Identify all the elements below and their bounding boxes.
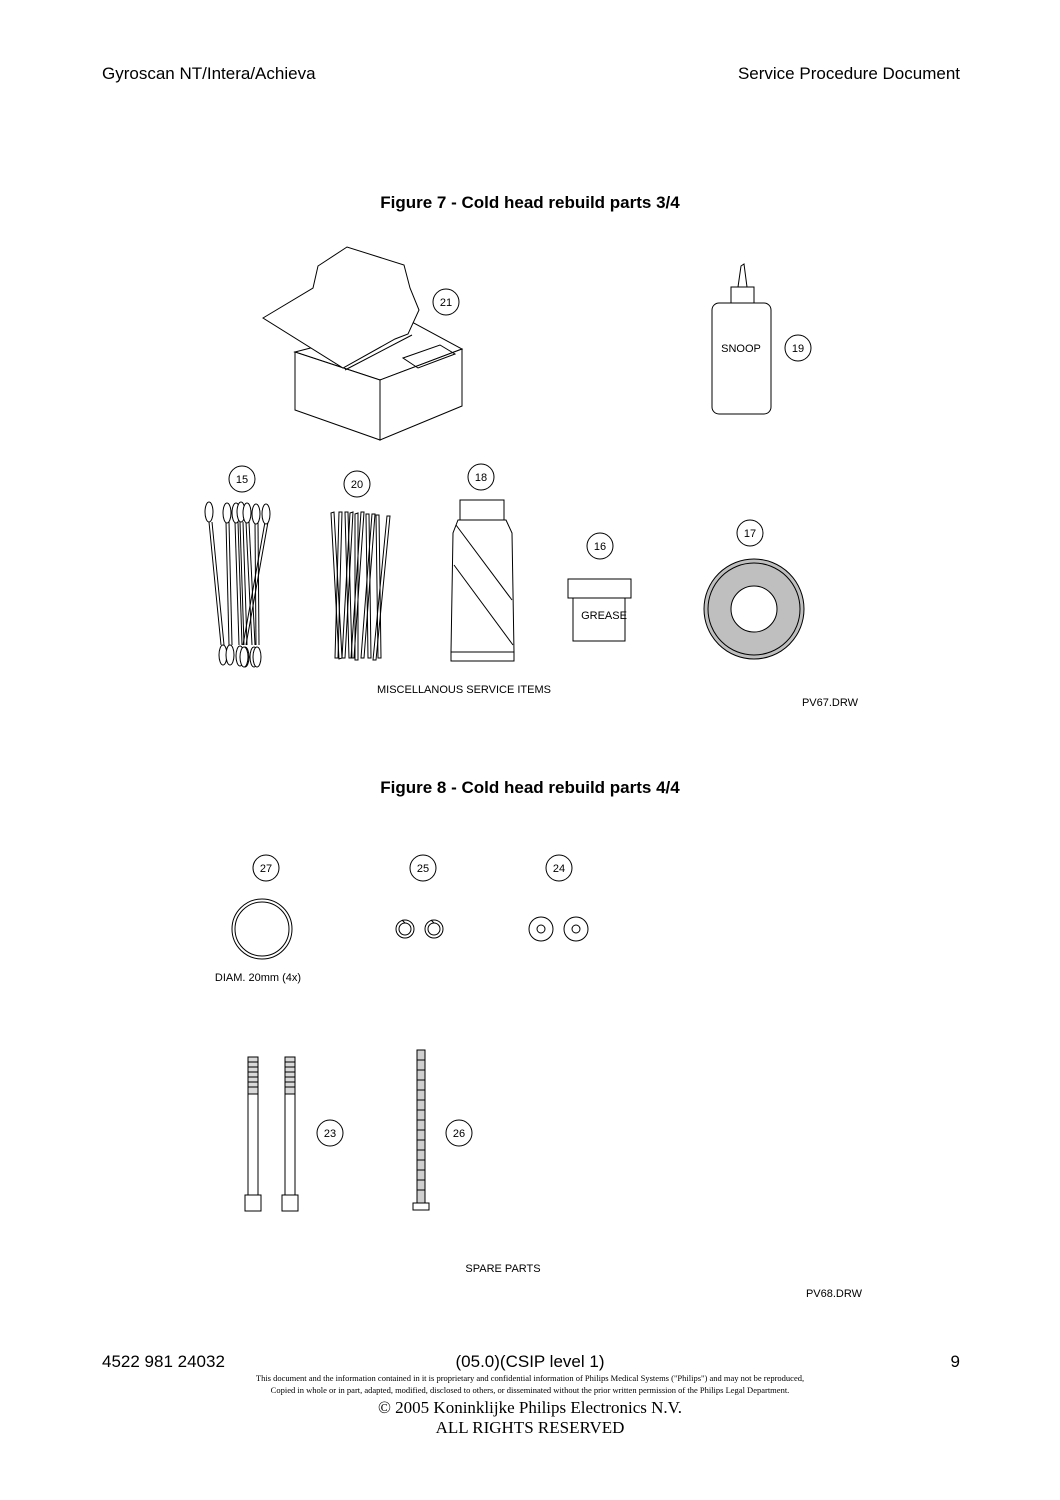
tube-drawing: [451, 500, 514, 661]
cotton-swabs-drawing: [205, 502, 270, 667]
document-version: (05.0)(CSIP level 1): [455, 1352, 605, 1371]
legal-notice-line-2: Copied in whole or in part, adapted, modified, disclosed to others, or disseminated without the prior written permission of the Philips Legal Department.: [270, 1385, 790, 1395]
spring-washers-drawing: [396, 920, 443, 938]
o-ring-drawing: [232, 899, 292, 959]
wipes-box-drawing: [263, 247, 462, 440]
figure-8-caption: SPARE PARTS: [465, 1263, 541, 1275]
callout-25: 25: [416, 863, 430, 875]
snoop-label: SNOOP: [721, 343, 761, 355]
threaded-rod-drawing: [413, 1050, 429, 1210]
page-number: 9: [950, 1352, 960, 1371]
callout-15: 15: [235, 474, 249, 486]
header-product: Gyroscan NT/Intera/Achieva: [102, 64, 316, 83]
legal-notice-line-1: This document and the information contained in it is proprietary and confidential information of Philips Medical Systems ("Philips") and may not be reproduced,: [255, 1373, 805, 1383]
header-doc-type: Service Procedure Document: [737, 64, 960, 83]
callout-23: 23: [323, 1128, 337, 1140]
tape-roll-drawing: [704, 559, 804, 659]
washers-drawing: [529, 917, 588, 941]
snoop-bottle-drawing: [712, 264, 771, 414]
sticks-drawing: [331, 512, 390, 660]
callout-27: 27: [259, 863, 273, 875]
figure-8-title: Figure 8 - Cold head rebuild parts 4/4: [380, 778, 680, 797]
callout-18: 18: [474, 472, 488, 484]
callout-16: 16: [593, 541, 607, 553]
copyright-notice: © 2005 Koninklijke Philips Electronics N.V.: [378, 1398, 682, 1417]
rights-notice: ALL RIGHTS RESERVED: [435, 1418, 625, 1437]
long-bolts-drawing: [245, 1057, 298, 1211]
figure-7-title: Figure 7 - Cold head rebuild parts 3/4: [380, 193, 680, 212]
figure-7-caption: MISCELLANOUS SERVICE ITEMS: [376, 684, 552, 696]
callout-20: 20: [350, 479, 364, 491]
figure-8-drawing-ref: PV68.DRW: [805, 1288, 863, 1300]
figure-7-drawing-ref: PV67.DRW: [801, 697, 859, 709]
callout-21: 21: [439, 297, 453, 309]
callout-19: 19: [791, 343, 805, 355]
callout-24: 24: [552, 863, 566, 875]
callout-17: 17: [743, 528, 757, 540]
callout-26: 26: [452, 1128, 466, 1140]
grease-label: GREASE: [581, 610, 627, 622]
diam-label: DIAM. 20mm (4x): [214, 972, 302, 984]
document-number: 4522 981 24032: [102, 1352, 225, 1371]
